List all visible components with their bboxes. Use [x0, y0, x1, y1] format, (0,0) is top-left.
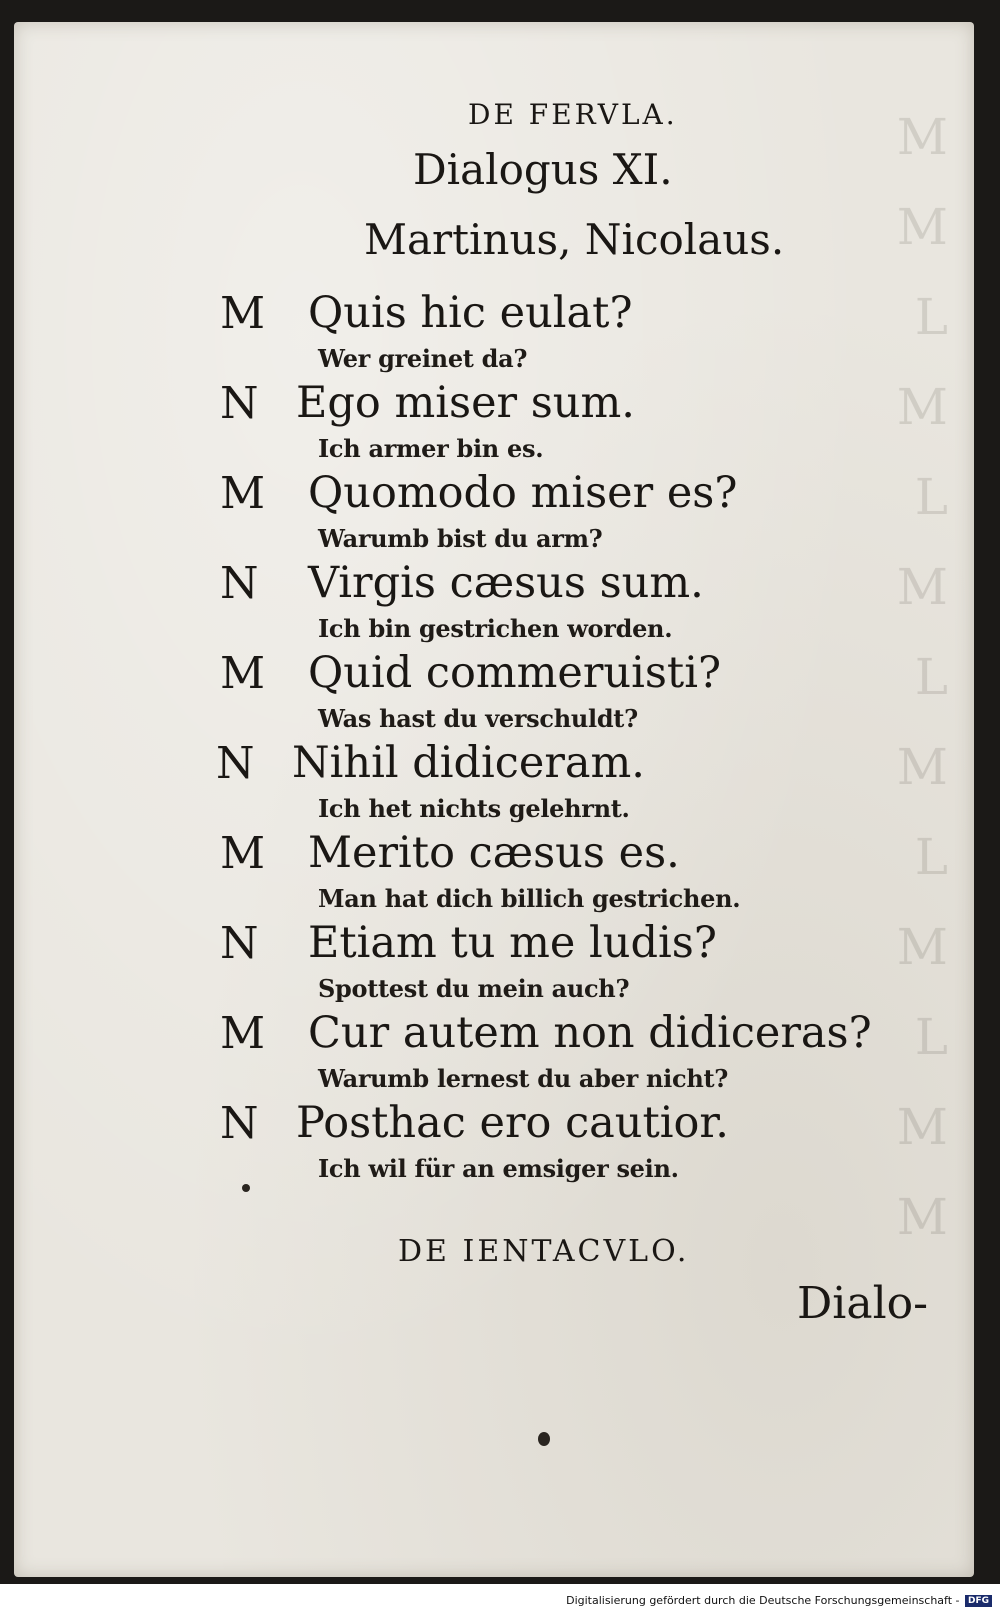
- digitization-credit: [566, 1594, 992, 1607]
- speaker-letter: M: [220, 648, 266, 699]
- show-through-text: M M L M L M L M L M L M M: [896, 108, 948, 1246]
- german-translation: Ich wil für an emsiger sein.: [318, 1154, 679, 1183]
- speaker-letter: M: [220, 1008, 266, 1059]
- latin-text: Posthac ero cautior.: [296, 1098, 729, 1148]
- speaker-letter: M: [220, 468, 266, 519]
- catchword: Dialo-: [797, 1278, 929, 1329]
- dialogue-title: Dialogus XI.: [413, 145, 673, 194]
- dialogue-line: [220, 288, 900, 378]
- german-translation: Wer greinet da?: [318, 344, 528, 373]
- dialogue-line: [220, 828, 900, 918]
- dialogue-line: [220, 918, 900, 1008]
- speaker-letter: N: [220, 558, 259, 609]
- german-translation: Ich het nichts gelehrnt.: [318, 794, 630, 823]
- next-section-header: DE IENTACVLO.: [398, 1234, 690, 1269]
- dfg-logo: DFG: [965, 1595, 992, 1607]
- dialogue-line: [216, 738, 900, 828]
- dialogue-body: [216, 288, 900, 1188]
- german-translation: Spottest du mein auch?: [318, 974, 630, 1003]
- credit-text: Digitalisierung gefördert durch die Deutsche Forschungsgemeinschaft -: [566, 1594, 960, 1607]
- german-translation: Was hast du verschuldt?: [318, 704, 638, 733]
- ink-dot: [242, 1184, 250, 1192]
- speaker-letter: M: [220, 828, 266, 879]
- dialogue-line: [220, 558, 900, 648]
- dialogue-line: [220, 1008, 900, 1098]
- latin-text: Etiam tu me ludis?: [308, 918, 717, 968]
- latin-text: Merito cæsus es.: [308, 828, 680, 878]
- dialogue-line: [220, 378, 900, 468]
- german-translation: Warumb bist du arm?: [318, 524, 603, 553]
- speaker-letter: N: [220, 1098, 259, 1149]
- section-header: DE FERVLA.: [468, 98, 678, 131]
- dialogue-line: [220, 468, 900, 558]
- latin-text: Quid commeruisti?: [308, 648, 722, 698]
- speaker-letter: N: [220, 918, 259, 969]
- latin-text: Cur autem non didiceras?: [308, 1008, 872, 1058]
- german-translation: Warumb lernest du aber nicht?: [318, 1064, 729, 1093]
- speaker-letter: M: [220, 288, 266, 339]
- ink-speck: [538, 1432, 550, 1446]
- speaker-letter: N: [220, 378, 259, 429]
- dialogue-line: [220, 1098, 900, 1188]
- speaker-letter: N: [216, 738, 255, 789]
- latin-text: Quomodo miser es?: [308, 468, 738, 518]
- latin-text: Nihil didiceram.: [292, 738, 645, 788]
- german-translation: Ich bin gestrichen worden.: [318, 614, 673, 643]
- latin-text: Virgis cæsus sum.: [308, 558, 704, 608]
- latin-text: Ego miser sum.: [296, 378, 635, 428]
- dialogue-line: [220, 648, 900, 738]
- latin-text: Quis hic eulat?: [308, 288, 633, 338]
- german-translation: Ich armer bin es.: [318, 434, 544, 463]
- german-translation: Man hat dich billich gestrichen.: [318, 884, 741, 913]
- speakers-line: Martinus, Nicolaus.: [364, 215, 785, 264]
